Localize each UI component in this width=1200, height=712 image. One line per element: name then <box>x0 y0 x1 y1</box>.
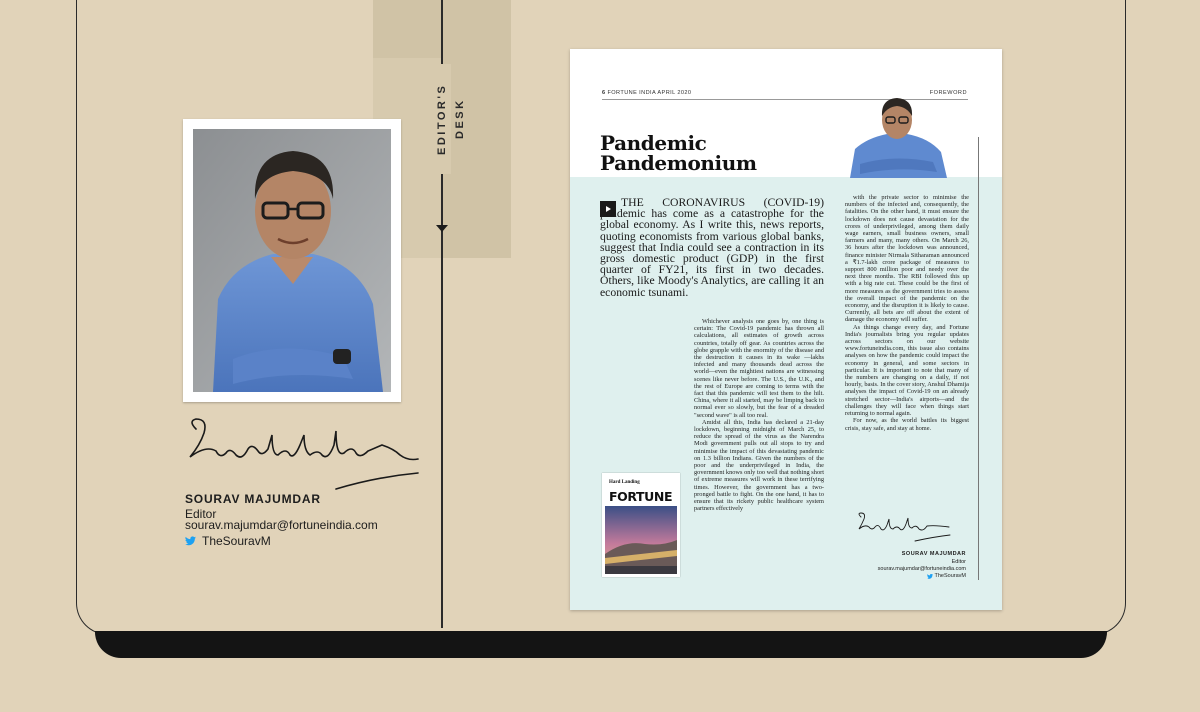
editor-role: Editor <box>185 507 217 521</box>
column-rule <box>978 137 979 580</box>
magazine-cover-thumbnail[interactable] <box>602 473 680 577</box>
headline-line-1: Pandemic <box>600 131 707 155</box>
editor-twitter-link[interactable] <box>185 534 271 548</box>
cover-masthead: FORTUNE <box>609 489 673 504</box>
twitter-handle: TheSouravM <box>202 534 271 548</box>
page-editor-email: sourav.majumdar@fortuneindia.com <box>877 566 966 572</box>
editor-signature <box>186 415 422 495</box>
page-editor-twitter <box>927 573 967 579</box>
editor-name: SOURAV MAJUMDAR <box>185 492 321 506</box>
editor-photo-frame <box>183 119 401 402</box>
headline <box>600 133 800 173</box>
deck-paragraph: THE CORONAVIRUS (COVID-19) pandemic has come as a catastrophe for the global economy. As I write this, news reports, quoting economists from various global banks, suggest that India could see a contraction in its gross domestic product (GDP) in the first quarter of FY21, its first in two decades. Others, like Moody's Analytics, are calling it an economic tsunami. <box>600 196 824 299</box>
editor-photo <box>193 129 391 392</box>
body-column-middle <box>694 318 824 512</box>
page-editor-name: SOURAV MAJUMDAR <box>901 551 966 557</box>
arrow-down-icon <box>436 225 448 232</box>
editor-email-link[interactable]: sourav.majumdar@fortuneindia.com <box>185 518 378 532</box>
page-twitter-handle: TheSouravM <box>934 573 966 579</box>
body-paragraph: Whichever analysis one goes by, one thing is certain: The Covid-19 pandemic has thrown all calculations, all estimates of growth across countries, totally off gear. As countries across the globe grapple with the enormity of the disease and the destruction it causes in its wake —lakhs infected and many thousands dead across the world—even the mightiest nations are witnessing scenes like never before. The U.S., the U.K., and the rest of Europe are coming to terms with the fact that this pandemic will test them to the hilt. China, where it all started, may be limping back to normal ever so slowly, but the fear of a dreaded "second wave" is all too real. <box>694 318 824 419</box>
page-signature <box>857 511 952 545</box>
binder-base <box>95 628 1107 658</box>
body-column-right <box>845 194 969 432</box>
twitter-bird-icon <box>927 574 933 579</box>
body-paragraph: Amidst all this, India has declared a 21-day lockdown, beginning midnight of March 25, to reduce the spread of the virus as the Narendra Modi government pulls out all stops to try and minimise the impact of this devastating pandemic on 1.3 billion Indians. Given the numbers of the poor and the underprivileged in India, the government knows only too well that nothing short of extreme measures will work in these terrifying times. However, the government has a two-pronged battle to fight. On the one hand, it has to ensure that its rickety public healthcare system partners effectively <box>694 418 824 513</box>
editor-thumbnail <box>845 94 950 178</box>
section-tag: FOREWORD <box>929 90 967 96</box>
body-paragraph: For now, as the world battles its biggest crisis, stay safe, and stay at home. <box>845 417 969 432</box>
body-paragraph: with the private sector to minimise the numbers of the infected and, consequently, the fatalities. On the other hand, it must ensure the lockdown does not cause devastation for the crores of underprivileged, among them daily wage earners, small business owners, small farmers and many, many others. On March 26, 36 hours after the lockdown was announced, finance minister Nirmala Sitharaman announced a ₹1.7-lakh crore package of measures to support 800 million poor and needy over the next three months. The RBI followed this up with a big rate cut. These could be the first of more measures as the government tries to assess the overall impact of the pandemic on the economy, and the disruption it is likely to cause. Currently, all bets are off about the extent of damage the economy will suffer. <box>845 194 969 324</box>
twitter-bird-icon <box>185 536 196 546</box>
section-label: EDITOR'S DESK <box>433 64 451 174</box>
magazine-page <box>570 49 1002 610</box>
binder-gap <box>95 628 1107 631</box>
page-editor-role: Editor <box>951 559 966 565</box>
page-folio <box>602 90 691 96</box>
folio-title: FORTUNE INDIA APRIL 2020 <box>607 90 692 96</box>
body-paragraph: As things change every day, and Fortune India's journalists bring you regular updates across sectors on our website www.fortuneindia.com, this issue also contains analyses on how the pandemic could impact the economy in general, and some sectors in particular. It is important to note that many of the numbers are changing on a daily, if not hourly, basis. In the cover story, Anshul Dhamija analyses the impact of Covid-19 on an already stretched sector—India's airports—and the challenges they will face when things start returning to normal again. <box>845 323 969 418</box>
cover-kicker: Hard Landing <box>609 480 640 485</box>
headline-line-2: Pandemonium <box>600 151 757 175</box>
folio-number: 6 <box>602 90 606 96</box>
